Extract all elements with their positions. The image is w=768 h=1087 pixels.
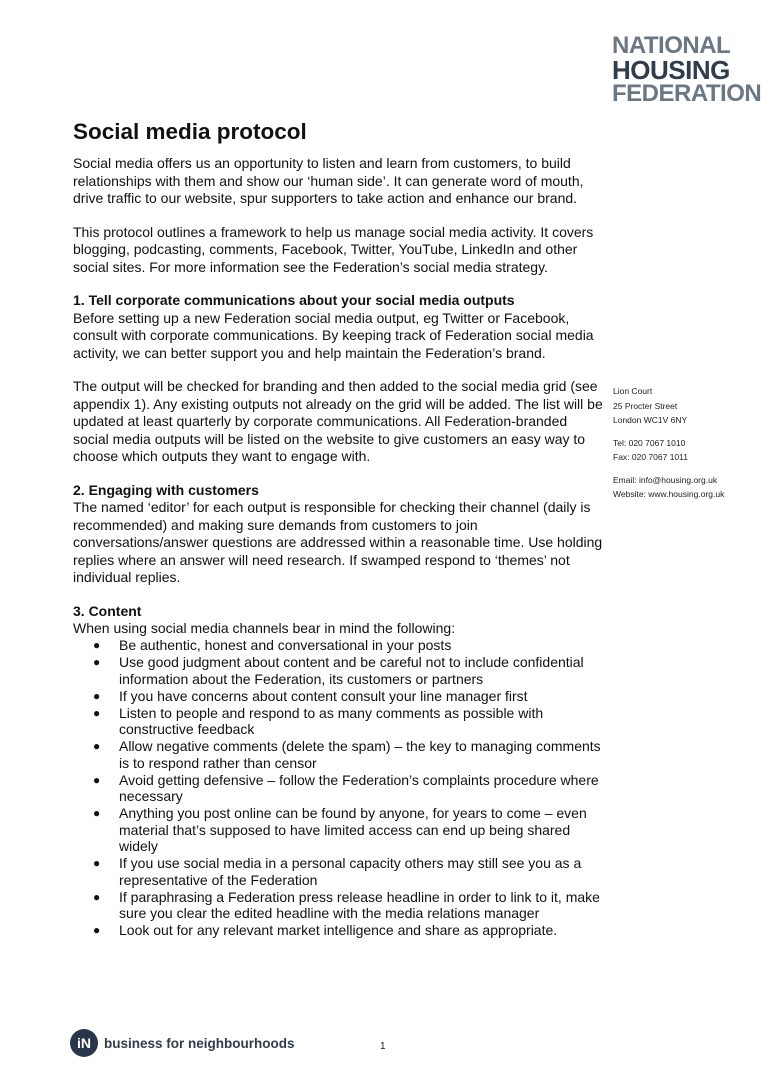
footer-tagline: business for neighbourhoods	[104, 1035, 295, 1051]
bullet-icon: ●	[93, 638, 101, 652]
address-line-2: 25 Procter Street	[613, 400, 678, 411]
section-1-paragraph-1: Before setting up a new Federation social media output, eg Twitter or Facebook, consult with corporate communications. By keeping track of Federation social media activity, we can better support you and help maintain the Federation’s brand.	[73, 309, 594, 361]
section-1	[73, 292, 603, 466]
list-item: ● If you have concerns about content consult your line manager first	[93, 687, 528, 704]
section-1-paragraph-2: The output will be checked for branding and then added to the social media grid (see appendix 1). Any existing outputs not already on the grid will be added. The list will be updated at least quarterly by corporate communications. All Federation-branded social media outputs will be listed on the website to give customers an easy way to choose which outputs they want to engage with.	[73, 378, 603, 464]
list-item: ● Allow negative comments (delete the spam) – the key to managing comments is to respond rather than censor	[93, 738, 601, 771]
section-3-lead: When using social media channels bear in mind the following:	[73, 620, 456, 636]
list-item: ● Anything you post online can be found by anyone, for years to come – even material that’s supposed to have limited access can end up being shared widely	[93, 805, 587, 854]
section-3-heading: 3. Content	[73, 602, 142, 619]
footer-logo	[70, 1028, 295, 1058]
bullet-icon: ●	[93, 688, 101, 703]
logo-line-national: NATIONAL	[612, 32, 731, 59]
bullet-icon: ●	[93, 739, 101, 753]
bullet-icon: ●	[93, 705, 101, 720]
list-item: ● Be authentic, honest and conversational in your posts	[93, 637, 452, 653]
address-line-1: Lion Court	[613, 386, 653, 396]
list-item: ● If paraphrasing a Federation press release headline in order to link to it, make sure you clear the edited headline with the media relations manager	[93, 888, 600, 921]
contact-address-block	[613, 384, 753, 502]
list-item: ● Look out for any relevant market intelligence and share as appropriate.	[93, 922, 558, 938]
section-3	[73, 603, 603, 939]
intro-paragraph-1: Social media offers us an opportunity to listen and learn from customers, to build relationships with them and show our ‘human side’. It can generate word of mouth, drive traffic to our website, spur supporters to take action and enhance our brand.	[73, 155, 584, 206]
bullet-icon: ●	[93, 923, 101, 937]
bullet-icon: ●	[93, 856, 101, 870]
logo-line-federation: FEDERATION	[612, 80, 762, 107]
document-body	[73, 118, 603, 939]
section-2-heading: 2. Engaging with customers	[73, 481, 259, 498]
list-item: ● Listen to people and respond to as many comments as possible with constructive feedback	[93, 704, 544, 737]
page-number: 1	[380, 1041, 386, 1052]
in-logo-icon: iN	[70, 1029, 98, 1057]
bullet-icon: ●	[93, 889, 101, 904]
page-title: Social media protocol	[73, 119, 307, 144]
address-line-3: London WC1V 6NY	[613, 415, 688, 425]
section-2	[73, 482, 603, 587]
website-link[interactable]: Website: www.housing.org.uk	[613, 489, 725, 499]
logo-line-housing: HOUSING	[612, 55, 730, 85]
bullet-icon: ●	[93, 772, 101, 787]
telephone: Tel: 020 7067 1010	[613, 437, 686, 448]
national-housing-federation-logo	[612, 32, 762, 107]
section-2-paragraph-1: The named ‘editor’ for each output is responsible for checking their channel (daily is recommended) and making sure demands from customers to join conversations/answer questions are addressed within a reasonable time. Use holding replies where an answer will need research. If swamped respond to ‘themes’ not individual replies.	[73, 499, 603, 585]
email-link[interactable]: Email: info@housing.org.uk	[613, 474, 718, 485]
list-item: ● If you use social media in a personal capacity others may still see you as a representative of the Federation	[93, 855, 582, 888]
fax: Fax: 020 7067 1011	[613, 452, 688, 462]
intro-paragraph-2: This protocol outlines a framework to help us manage social media activity. It covers blogging, podcasting, comments, Facebook, Twitter, YouTube, LinkedIn and other social sites. For more information see the Federation’s social media strategy.	[73, 223, 594, 275]
bullet-icon: ●	[93, 655, 101, 669]
section-1-heading: 1. Tell corporate communications about your social media outputs	[73, 292, 515, 308]
list-item: ● Avoid getting defensive – follow the Federation’s complaints procedure where necessary	[93, 771, 599, 804]
content-guidelines-list	[73, 637, 603, 939]
bullet-icon: ●	[93, 806, 101, 820]
list-item: ● Use good judgment about content and be careful not to include confidential information about the Federation, its customers or partners	[93, 654, 584, 687]
